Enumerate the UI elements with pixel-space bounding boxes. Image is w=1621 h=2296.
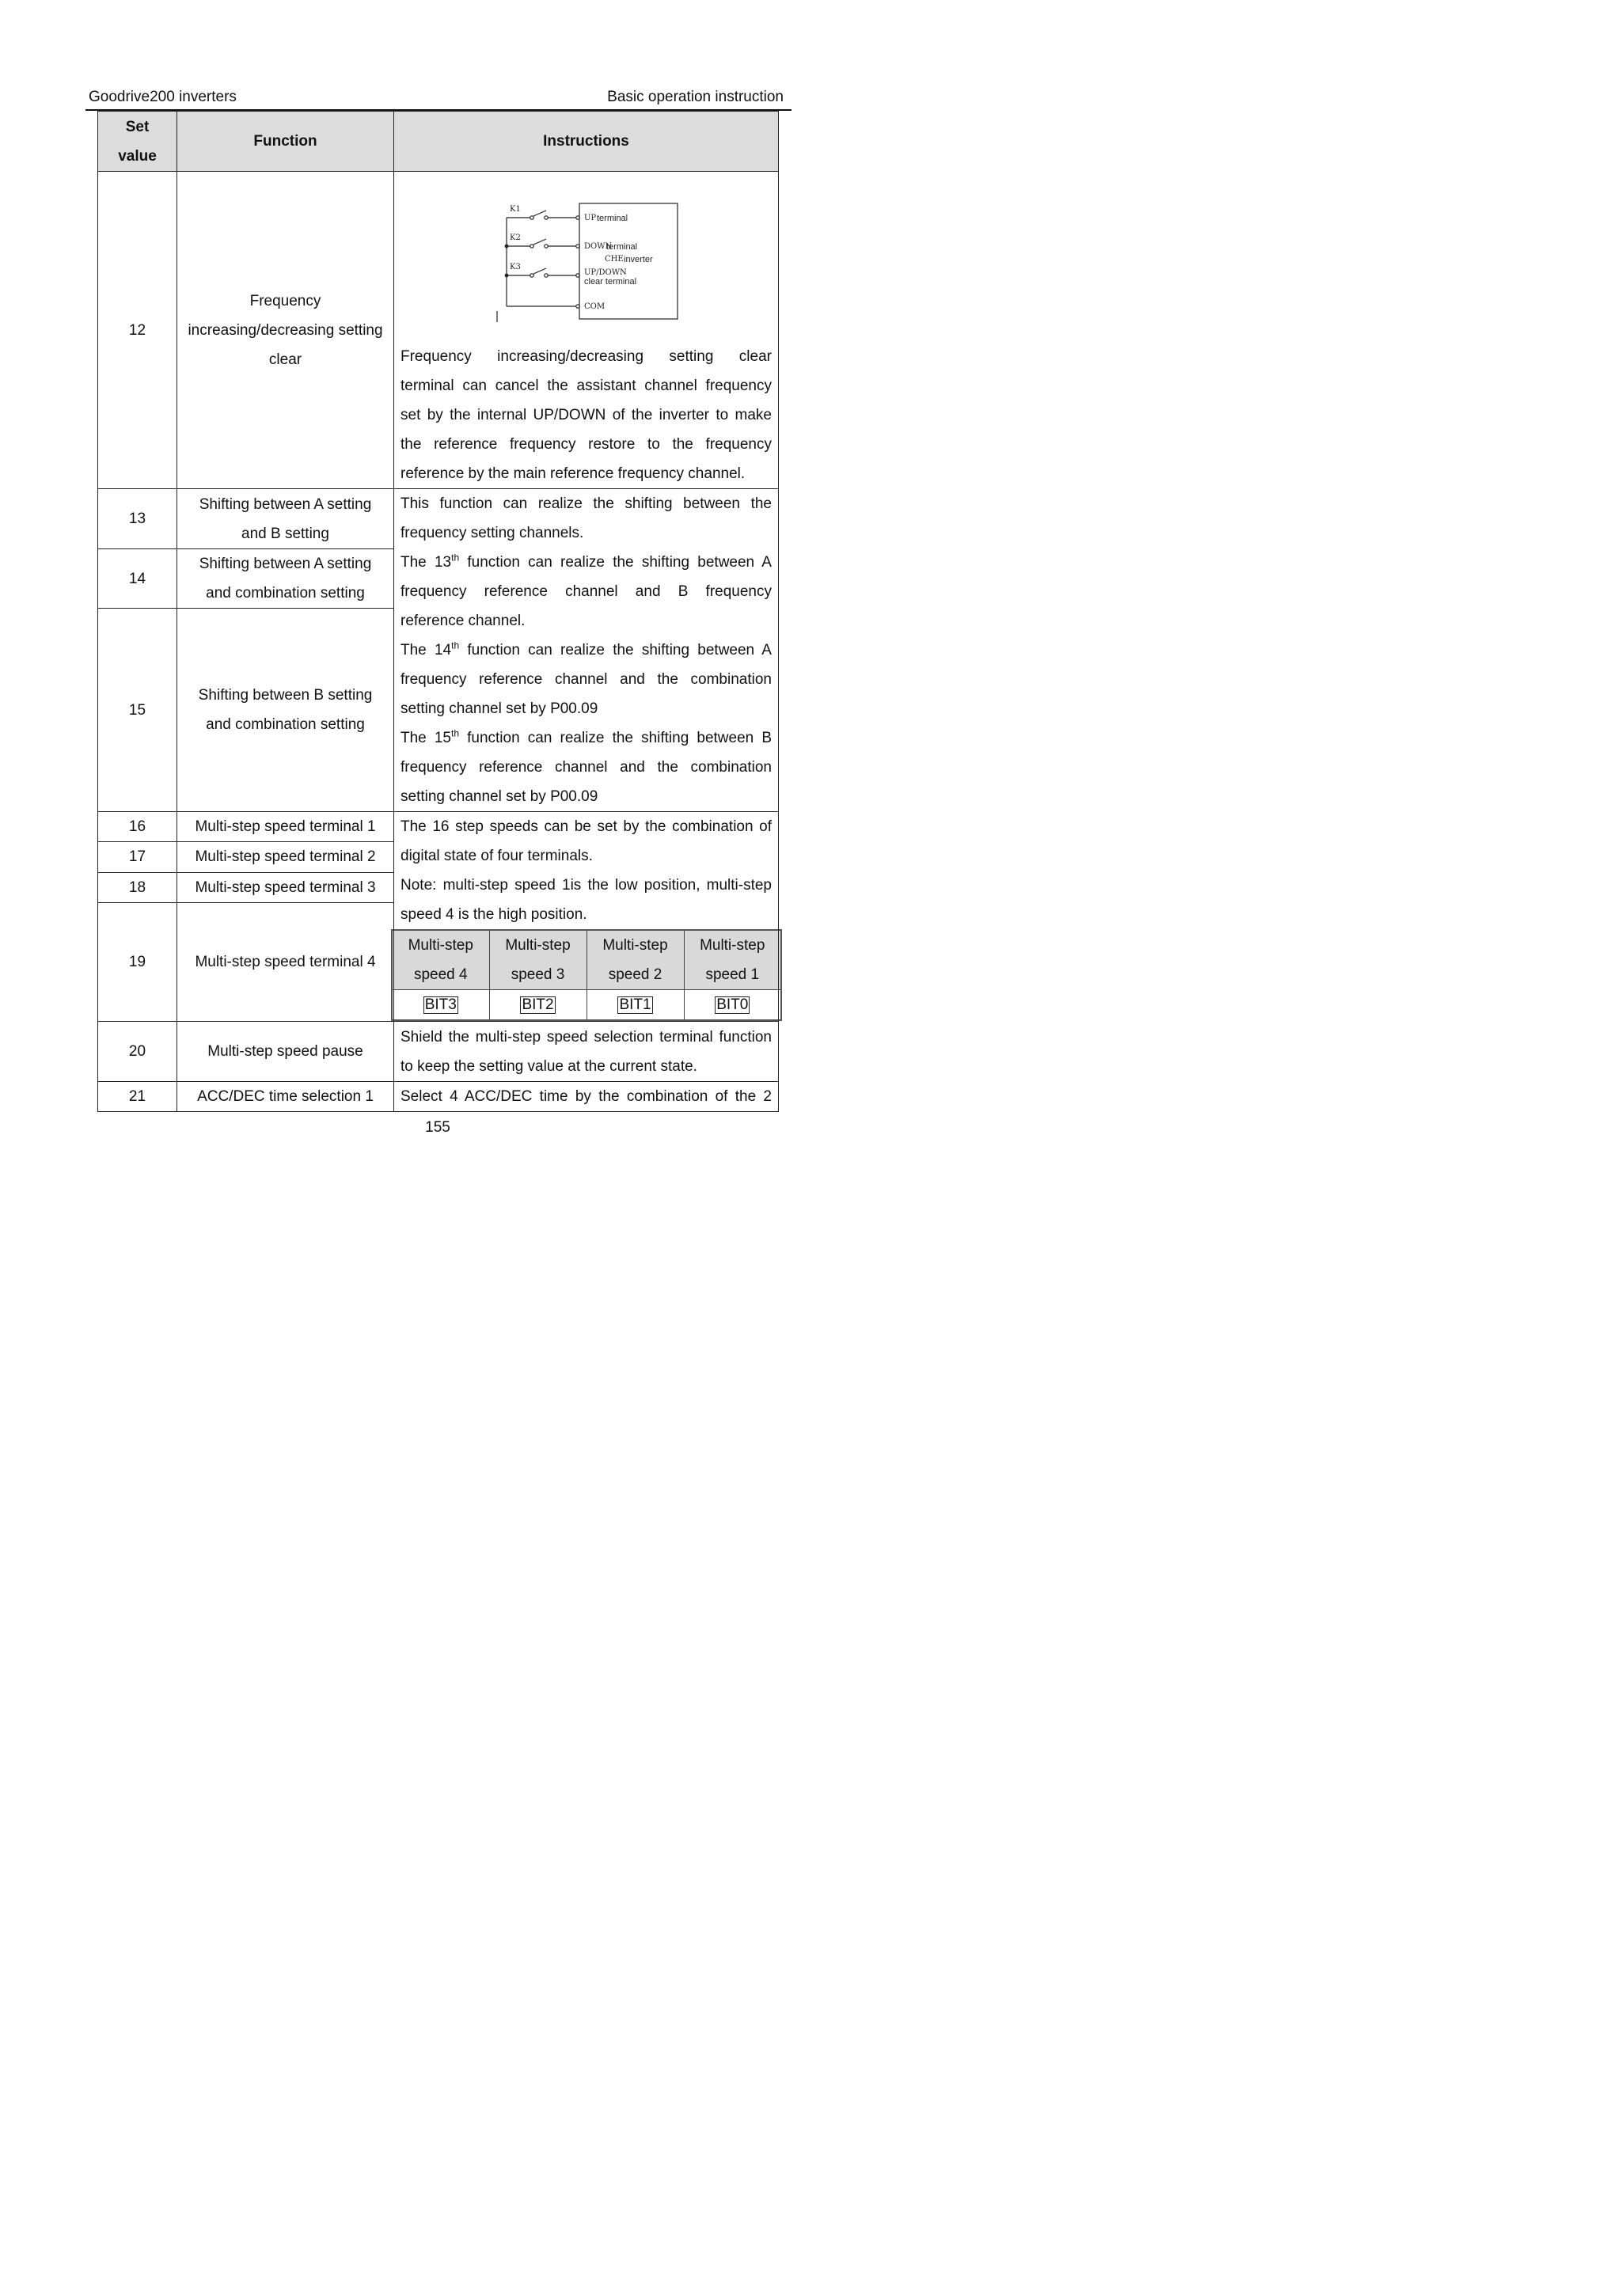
instruction-line (401, 723, 772, 753)
set-value-cell: 13 (98, 489, 177, 549)
bit-label: BIT3 (424, 996, 457, 1013)
function-line: and combination setting (206, 585, 365, 602)
bit-cell (392, 990, 489, 1021)
instruction-cell (394, 1022, 779, 1082)
set-value-cell: 18 (98, 872, 177, 902)
instruction-line: setting channel set by P00.09 (401, 788, 598, 805)
bit-header-cell (392, 930, 489, 990)
function-cell: ACC/DEC time selection 1 (177, 1082, 394, 1112)
instruction-line: This function can realize the shifting between the (401, 495, 772, 512)
instruction-cell (394, 812, 779, 1022)
header-set-value-line1: Set (125, 118, 150, 135)
instruction-line: Note: multi-step speed 1is the low position, multi-step (401, 877, 772, 894)
header-right-title: Basic operation instruction (607, 89, 784, 105)
label-clear-terminal: clear terminal (584, 277, 637, 287)
instruction-cell (394, 172, 779, 489)
header-set-value (98, 112, 177, 172)
bit-cell (587, 990, 684, 1021)
ordinal-suffix: th (451, 639, 460, 651)
set-value-cell: 14 (98, 549, 177, 609)
bit-table-header-row (392, 930, 781, 990)
instruction-line: setting channel set by P00.09 (401, 700, 598, 717)
instruction-line (401, 548, 772, 577)
instruction-line (401, 636, 772, 665)
function-cell: Multi-step speed pause (177, 1022, 394, 1082)
instruction-line: set by the internal UP/DOWN of the inverter to make (401, 407, 772, 423)
instruction-cell (394, 1082, 779, 1112)
table-row (98, 1022, 779, 1082)
instruction-line: terminal can cancel the assistant channel frequency (401, 378, 772, 394)
instruction-line: to keep the setting value at the current state. (401, 1057, 697, 1075)
label-up: UP (584, 214, 597, 222)
function-line: Shifting between A setting (199, 495, 372, 513)
label-k1: K1 (510, 205, 521, 214)
bit-header-line: speed 3 (511, 966, 565, 983)
bit-header-line: speed 4 (413, 966, 468, 983)
function-cell (177, 549, 394, 609)
bit-header-line: Multi-step (408, 937, 473, 954)
label-down: DOWN (584, 242, 613, 251)
instruction-text: function can realize the shifting between B (459, 730, 772, 746)
bit-header-cell (587, 930, 684, 990)
bit-header-cell (684, 930, 781, 990)
table-row (98, 172, 779, 489)
instruction-line: digital state of four terminals. (401, 848, 593, 864)
page-number: 155 (425, 1119, 450, 1136)
bit-header-line: speed 1 (705, 966, 760, 983)
bit-table-row (392, 990, 781, 1021)
label-down-terminal: terminal (606, 242, 638, 252)
bit-header-line: speed 2 (608, 966, 662, 983)
instruction-text: function can realize the shifting between A (459, 642, 772, 658)
instruction-line: frequency reference channel and the combination (401, 759, 772, 776)
instruction-line: frequency setting channels. (401, 525, 584, 541)
function-line: increasing/decreasing setting (188, 321, 383, 339)
wiring-diagram (401, 172, 772, 342)
instruction-line: reference by the main reference frequency channel. (401, 465, 746, 482)
set-value-cell: 12 (98, 172, 177, 489)
set-value-cell: 15 (98, 609, 177, 812)
instruction-text: The 15 (401, 730, 451, 746)
table-header-row (98, 112, 779, 172)
function-cell (177, 489, 394, 549)
bit-header-cell (489, 930, 587, 990)
instruction-text: function can realize the shifting between A (459, 554, 772, 571)
instruction-line: frequency reference channel and B frequency (401, 583, 772, 600)
set-value-cell: 16 (98, 812, 177, 842)
label-inverter: inverter (624, 255, 653, 264)
function-line: clear (268, 351, 302, 368)
set-value-cell: 20 (98, 1022, 177, 1082)
set-value-cell: 21 (98, 1082, 177, 1112)
function-line: Frequency (249, 292, 321, 309)
label-k2: K2 (510, 233, 521, 242)
ordinal-suffix: th (450, 727, 459, 739)
bit-label: BIT1 (619, 996, 651, 1013)
header-set-value-line2: value (118, 147, 157, 165)
function-cell: Multi-step speed terminal 2 (177, 842, 394, 872)
instruction-text: The 14 (401, 642, 452, 658)
function-line: and combination setting (206, 716, 365, 733)
function-cell (177, 609, 394, 812)
instruction-line: Shield the multi-step speed selection terminal function (401, 1028, 772, 1046)
set-value-cell: 17 (98, 842, 177, 872)
instruction-line: speed 4 is the high position. (401, 906, 587, 923)
label-com: COM (584, 302, 606, 311)
table-row (98, 812, 779, 842)
bit-header-line: Multi-step (700, 937, 765, 954)
bit-cell (489, 990, 587, 1021)
table-row (98, 1082, 779, 1112)
function-line: Shifting between A setting (199, 556, 372, 572)
function-line: Shifting between B setting (198, 687, 373, 704)
instruction-line: Select 4 ACC/DEC time by the combination of the 2 (401, 1088, 772, 1105)
instruction-text: The 13 (401, 554, 452, 571)
bit-label: BIT2 (522, 996, 554, 1013)
set-value-cell: 19 (98, 902, 177, 1021)
function-cell: Multi-step speed terminal 4 (177, 902, 394, 1021)
header-left-title: Goodrive200 inverters (89, 89, 237, 105)
instruction-cell (394, 489, 779, 812)
label-k3: K3 (510, 263, 521, 271)
bit-cell (684, 990, 781, 1021)
switch-k2 (533, 239, 546, 245)
label-up-terminal: terminal (597, 214, 628, 223)
instruction-line: frequency reference channel and the combination (401, 671, 772, 688)
function-cell: Multi-step speed terminal 1 (177, 812, 394, 842)
instruction-line: Frequency increasing/decreasing setting clear (401, 348, 772, 365)
function-cell: Multi-step speed terminal 3 (177, 872, 394, 902)
bit-header-line: Multi-step (505, 937, 571, 954)
label-che: CHE (605, 255, 624, 264)
wiring-diagram-svg (488, 195, 685, 322)
table-row (98, 489, 779, 549)
bit-label: BIT0 (716, 996, 749, 1013)
function-table (97, 111, 779, 1112)
function-line: and B setting (241, 525, 329, 542)
instruction-line: reference channel. (401, 613, 526, 629)
header-instructions: Instructions (394, 112, 779, 172)
switch-k3 (533, 268, 546, 274)
instruction-line: The 16 step speeds can be set by the combination of (401, 818, 772, 835)
header-function: Function (177, 112, 394, 172)
label-updown: UP/DOWN (584, 268, 627, 277)
function-cell (177, 172, 394, 489)
instruction-line: the reference frequency restore to the frequency (401, 436, 772, 453)
switch-k1 (533, 211, 546, 216)
ordinal-suffix: th (451, 552, 460, 564)
bit-header-line: Multi-step (602, 937, 668, 954)
multi-step-bit-table (391, 929, 782, 1021)
